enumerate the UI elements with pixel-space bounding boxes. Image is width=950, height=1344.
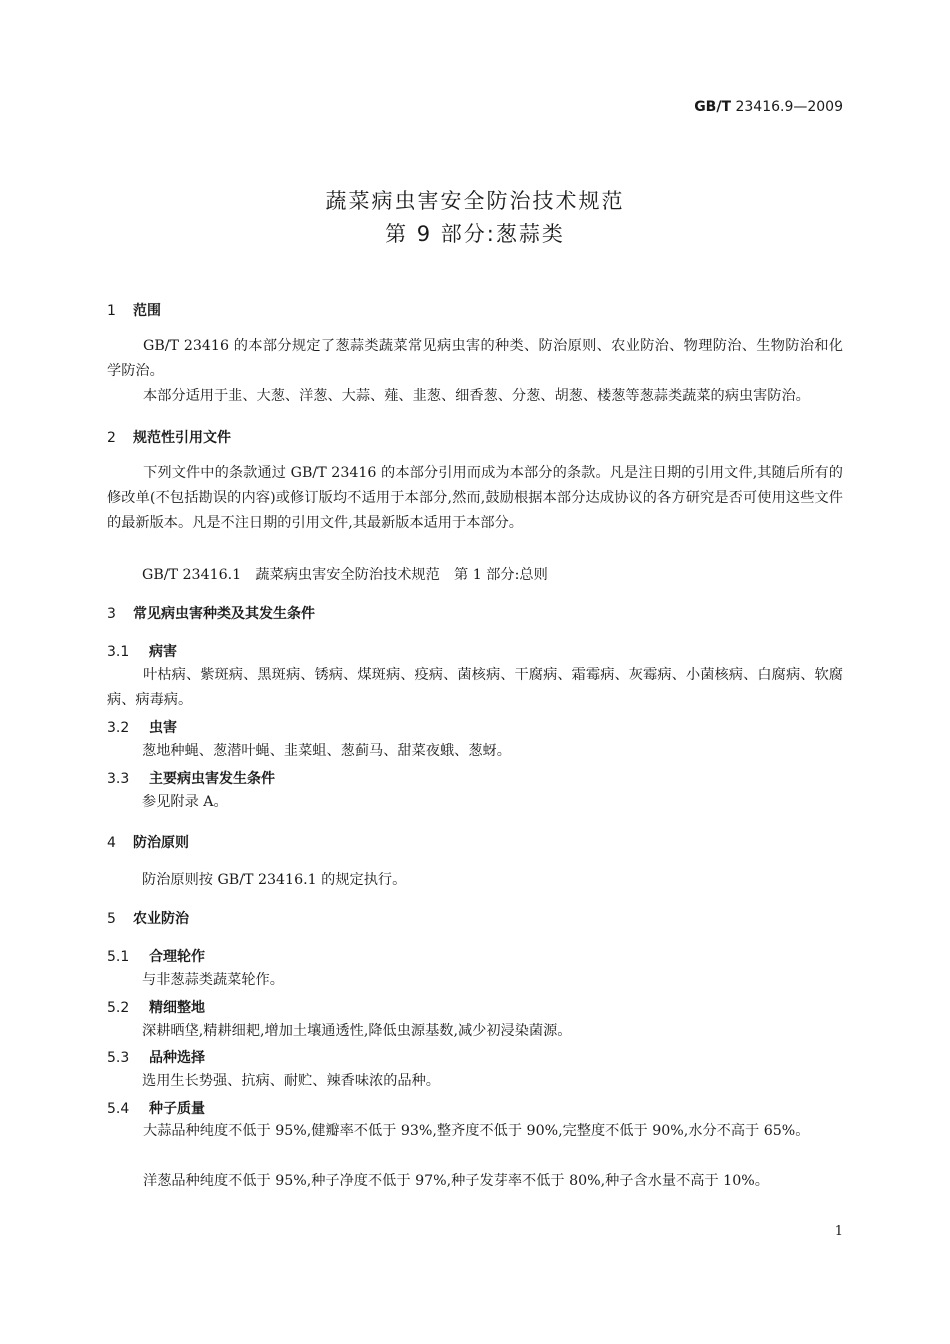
paragraph-text: 防治原则按 GB/T 23416.1 的规定执行。 — [142, 872, 407, 888]
paragraph-text: 大蒜品种纯度不低于 95%,健瓣率不低于 93%,整齐度不低于 90%,完整度不低于 90%,水分不高于 65%。 — [143, 1123, 810, 1139]
subsection-3-1-heading — [107, 641, 177, 661]
paragraph-text: 参见附录 A。 — [142, 794, 228, 810]
paragraph-text: 洋葱品种纯度不低于 95%,种子净度不低于 97%,种子发芽率不低于 80%,种子含水量不高于 10%。 — [143, 1173, 769, 1189]
page-number: 1 — [834, 1224, 843, 1239]
subsection-number: 3.1 — [107, 644, 130, 660]
section-number: 2 — [107, 430, 116, 446]
paragraph-text: 与非葱蒜类蔬菜轮作。 — [142, 972, 284, 988]
section-4-heading — [107, 832, 189, 852]
paragraph — [107, 1169, 843, 1194]
subsection-3-3-heading — [107, 768, 275, 788]
paragraph — [107, 663, 843, 713]
subsection-number: 3.2 — [107, 720, 130, 736]
section-3-heading — [107, 603, 315, 623]
subsection-number: 5.3 — [107, 1050, 130, 1066]
subsection-number: 3.3 — [107, 771, 130, 787]
section-title: 常见病虫害种类及其发生条件 — [133, 606, 315, 622]
subsection-5-4-heading — [107, 1098, 205, 1118]
paragraph — [107, 334, 843, 384]
subsection-number: 5.2 — [107, 1000, 130, 1016]
paragraph-text: 叶枯病、紫斑病、黑斑病、锈病、煤斑病、疫病、菌核病、干腐病、霜霉病、灰霉病、小菌核病、白腐病、软腐病、病毒病。 — [107, 667, 843, 708]
normative-reference: GB/T 23416.1 蔬菜病虫害安全防治技术规范 第 1 部分:总则 — [142, 567, 548, 583]
paragraph — [107, 461, 843, 536]
subsection-title: 虫害 — [149, 720, 177, 736]
section-title: 农业防治 — [133, 911, 189, 927]
std-number: 23416.9—2009 — [735, 99, 843, 115]
subsection-title: 合理轮作 — [149, 949, 205, 965]
document-title: 蔬菜病虫害安全防治技术规范 — [325, 189, 625, 213]
document-subtitle: 第 9 部分:葱蒜类 — [385, 222, 565, 246]
section-number: 5 — [107, 911, 116, 927]
section-number: 1 — [107, 303, 116, 319]
paragraph-text: GB/T 23416 的本部分规定了葱蒜类蔬菜常见病虫害的种类、防治原则、农业防治、物理防治、生物防治和化学防治。 — [107, 338, 843, 379]
paragraph — [107, 1119, 843, 1144]
paragraph-text: 深耕晒垡,精耕细耙,增加土壤通透性,降低虫源基数,减少初浸染菌源。 — [142, 1023, 572, 1039]
section-number: 4 — [107, 835, 116, 851]
paragraph — [107, 384, 843, 409]
section-title: 防治原则 — [133, 835, 189, 851]
subsection-title: 种子质量 — [149, 1101, 205, 1117]
paragraph-text: 选用生长势强、抗病、耐贮、辣香味浓的品种。 — [142, 1073, 440, 1089]
subsection-5-3-heading — [107, 1047, 205, 1067]
paragraph-text: 本部分适用于韭、大葱、洋葱、大蒜、薤、韭葱、细香葱、分葱、胡葱、楼葱等葱蒜类蔬菜的病虫害防治。 — [143, 388, 810, 404]
subsection-title: 精细整地 — [149, 1000, 205, 1016]
subsection-number: 5.4 — [107, 1101, 130, 1117]
subsection-title: 品种选择 — [149, 1050, 205, 1066]
std-prefix: GB/T — [694, 99, 732, 115]
section-title: 规范性引用文件 — [133, 430, 231, 446]
section-1-heading — [107, 300, 161, 320]
section-5-heading — [107, 908, 189, 928]
subsection-number: 5.1 — [107, 949, 130, 965]
subsection-5-2-heading — [107, 997, 205, 1017]
subsection-3-2-heading — [107, 717, 177, 737]
standard-number — [694, 99, 843, 115]
section-title: 范围 — [133, 303, 161, 319]
subsection-5-1-heading — [107, 946, 205, 966]
section-2-heading — [107, 427, 231, 447]
paragraph-text: 葱地种蝇、葱潜叶蝇、韭菜蛆、葱蓟马、甜菜夜蛾、葱蚜。 — [142, 743, 511, 759]
paragraph-text: 下列文件中的条款通过 GB/T 23416 的本部分引用而成为本部分的条款。凡是注日期的引用文件,其随后所有的修改单(不包括勘误的内容)或修订版均不适用于本部分,然而,鼓励根据本部分达成协议的各方研究是否可使用这些文件的最新版本。凡是不注日期的引用文件,其最新版本适用于本部分。 — [107, 465, 843, 531]
section-number: 3 — [107, 606, 116, 622]
subsection-title: 病害 — [149, 644, 177, 660]
subsection-title: 主要病虫害发生条件 — [149, 771, 275, 787]
